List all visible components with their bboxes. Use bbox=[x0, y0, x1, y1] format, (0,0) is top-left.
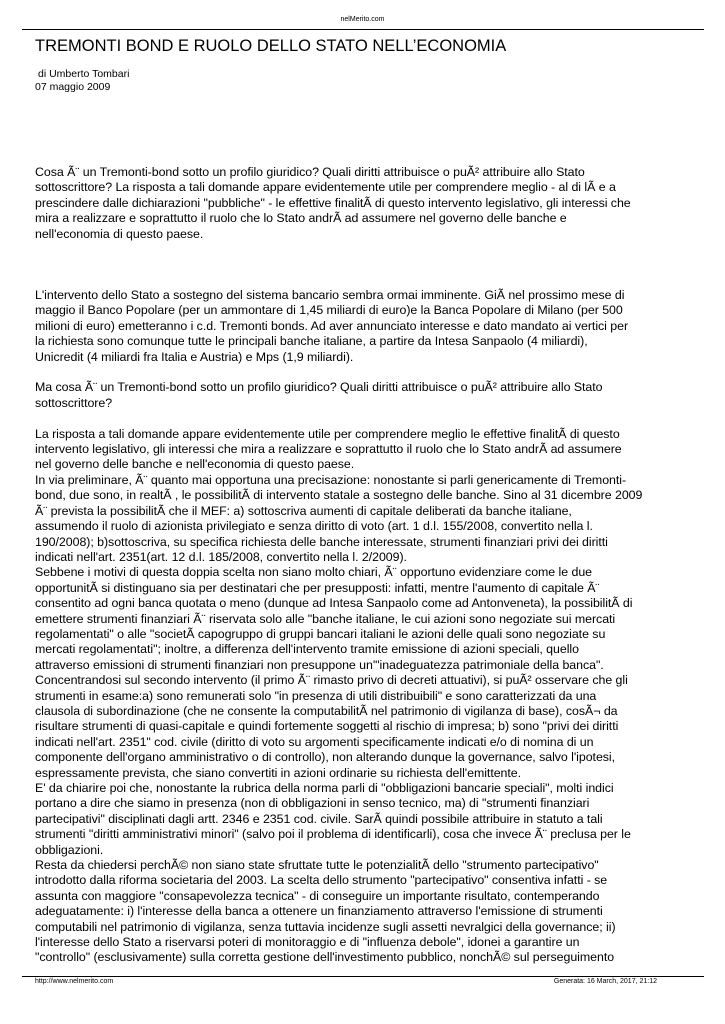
text-line: attraverso emissioni di strumenti finanziari non presuppone un'"inadeguatezza patrimoniale della banca". bbox=[35, 657, 604, 672]
text-line: Ma cosa Ã¨ un Tremonti-bond sotto un profilo giuridico? Quali diritti attribuisce o puÃ² attribuire allo Stato bbox=[35, 380, 603, 395]
text-line: risultare strumenti di quasi-capitale e quindi fortemente soggetti al rischio di impresa; b) sono "privi dei diritti bbox=[35, 719, 619, 734]
paragraph-context bbox=[35, 288, 693, 365]
text-line: emettere strumenti finanziari Ã¨ riservata solo alle "banche italiane, le cui azioni sono negoziate sui mercati bbox=[35, 611, 616, 626]
text-line: componente dell'organo amministrativo o di controllo), non alterando dunque la governance, salvo l'ipotesi, bbox=[35, 750, 616, 765]
text-line: E' da chiarire poi che, nonostante la rubrica della norma parli di "obbligazioni bancarie speciali", molti indici bbox=[35, 781, 614, 795]
text-line: milioni di euro) emetteranno i c.d. Tremonti bonds. Ad aver annunciato interesse e dato mandato ai vertici per bbox=[35, 318, 629, 333]
paragraph-spacer bbox=[35, 411, 693, 426]
article-meta bbox=[35, 68, 129, 93]
text-line: indicati nell'art. 2351" cod. civile (diritto di voto su argomenti specificamente indicati e/o di nomina di un bbox=[35, 734, 594, 749]
text-line: Resta da chiedersi perchÃ© non siano state sfruttate tutte le potenzialitÃ dello "strumento partecipativo" bbox=[35, 858, 599, 873]
page-footer bbox=[35, 978, 657, 985]
article-date: 07 maggio 2009 bbox=[35, 80, 111, 93]
text-line: In via preliminare, Ã¨ quanto mai opportuna una precisazione: nonostante si parli genericamente di Tremonti- bbox=[35, 472, 627, 487]
text-line: regolamentati" o alle "societÃ capogruppo di gruppi bancari italiani le azioni delle quali sono negoziate su bbox=[35, 626, 606, 641]
text-line: maggio il Banco Popolare (per un ammontare di 1,45 miliardi di euro)e la Banca Popolare di Milano (per 500 bbox=[35, 303, 623, 318]
text-line: mercati regolamentati"; inoltre, a differenza dell'intervento tramite emissione di azioni speciali, quello bbox=[35, 642, 579, 657]
text-line: prescindere dalle dichiarazioni "pubbliche" - le effettive finalitÃ di questo intervento legislativo, gli interessi che bbox=[35, 195, 631, 210]
text-line: nel governo delle banche e nell'economia di questo paese. bbox=[35, 457, 355, 472]
paragraph-analysis bbox=[35, 427, 693, 966]
text-line: adeguatamente: i) l'interesse della banca a ottenere un finanziamento attraverso l'emissione di strumenti bbox=[35, 904, 603, 919]
text-line: intervento legislativo, gli interessi che mira a realizzare e soprattutto il ruolo che lo Stato andrÃ ad assumere bbox=[35, 442, 622, 457]
header-divider bbox=[22, 29, 704, 30]
text-line: obbligazioni. bbox=[35, 842, 104, 857]
text-line: mira a realizzare e soprattutto il ruolo che lo Stato andrÃ ad assumere nel governo delle banche e bbox=[35, 211, 567, 226]
text-line: Unicredit (4 miliardi fra Italia e Austria) e Mps (1,9 miliardi). bbox=[35, 349, 354, 364]
article-author: di Umberto Tombari bbox=[38, 68, 130, 80]
text-line: portano a dire che siamo in presenza (non di obbligazioni in senso tecnico, ma) di "strumenti finanziari bbox=[35, 796, 590, 811]
text-line: L'intervento dello Stato a sostegno del sistema bancario sembra ormai imminente. GiÃ nel prossimo mese di bbox=[35, 288, 625, 303]
text-line: assunta con maggiore "consapevolezza tecnica" - di conseguire un importante risultato, contemperando bbox=[35, 888, 600, 903]
paragraph-question bbox=[35, 380, 693, 411]
text-line: partecipativi" disciplinati dagli artt. 2346 e 2351 cod. civile. SarÃ quindi possibile attribuire in statuto a tali bbox=[35, 811, 603, 826]
paragraph-spacer bbox=[35, 365, 693, 380]
footer-url: http://www.nelmerito.com bbox=[35, 978, 114, 985]
text-line: sottoscrittore? La risposta a tali domande appare evidentemente utile per comprendere meglio - al di lÃ e a bbox=[35, 180, 616, 195]
text-line: 190/2008); b)sottoscriva, su specifica richiesta delle banche interessate, strumenti finanziari privi dei diritti bbox=[35, 534, 608, 549]
paragraph-spacer bbox=[35, 242, 693, 288]
text-line: sottoscrittore? bbox=[35, 395, 113, 410]
text-line: Sebbene i motivi di questa doppia scelta non siano molto chiari, Ã¨ opportuno evidenziare come le due bbox=[35, 565, 593, 580]
text-line: espressamente prevista, che siano convertiti in azioni ordinarie su richiesta dell'emittente. bbox=[35, 765, 522, 780]
text-line: nell'economia di questo paese. bbox=[35, 226, 204, 241]
text-line: opportunitÃ si distinguano sia per destinatari che per presupposti: infatti, mentre l'aumento di capitale Ã¨ bbox=[35, 580, 600, 595]
text-line: Concentrandosi sul secondo intervento (il primo Ã¨ rimasto privo di decreti attuativi), si puÃ² osservare che gli bbox=[35, 673, 628, 688]
footer-generated: Generata: 16 March, 2017, 21:12 bbox=[553, 978, 657, 985]
text-line: introdotto dalla riforma societaria del 2003. La scelta dello strumento "partecipativo" consentiva infatti - se bbox=[35, 873, 608, 888]
text-line: l'interesse dello Stato a riservarsi poteri di monitoraggio e di "influenza debole", idonei a garantire un bbox=[35, 935, 580, 950]
text-line: strumenti in esame:a) sono remunerati solo "in presenza di utili distribuibili" e sono caratterizzati da una bbox=[35, 688, 597, 703]
text-line: assumendo il ruolo di azionista privilegiato e senza diritto di voto (art. 1 d.l. 155/2008, convertito nella l. bbox=[35, 519, 593, 534]
article-title: TREMONTI BOND E RUOLO DELLO STATO NELL’ECONOMIA bbox=[35, 37, 507, 55]
text-line: strumenti "diritti amministrativi minori" (salvo poi il problema di identificarli), cosa che invece Ã¨ preclusa per le bbox=[35, 827, 631, 842]
site-name-header: nelMerito.com bbox=[340, 16, 385, 23]
footer-divider bbox=[22, 976, 704, 977]
text-line: bond, due sono, in realtÃ , le possibilitÃ di intervento statale a sostegno delle banche. Sino al 31 dicembre 2009 bbox=[35, 488, 643, 503]
article-body bbox=[35, 165, 693, 966]
text-line: Cosa Ã¨ un Tremonti-bond sotto un profilo giuridico? Quali diritti attribuisce o puÃ² attribuire allo Stato bbox=[35, 165, 585, 179]
text-line: La risposta a tali domande appare evidentemente utile per comprendere meglio le effettive finalitÃ di questo bbox=[35, 426, 620, 441]
text-line: "controllo" (esclusivamente) sulla corretta gestione dell'investimento pubblico, nonchÃ© sul perseguimento bbox=[35, 950, 615, 965]
text-line: la richiesta sono comunque tutte le principali banche italiane, a partire da Intesa Sanpaolo (4 miliardi), bbox=[35, 334, 588, 349]
text-line: indicati nell'art. 2351(art. 12 d.l. 185/2008, convertito nella l. 2/2009). bbox=[35, 549, 407, 564]
text-line: consentito ad ogni banca quotata o meno (dunque ad Intesa Sanpaolo come ad Antonveneta), la possibilitÃ di bbox=[35, 596, 633, 611]
text-line: clausola di subordinazione (che ne consente la computabilitÃ nel patrimonio di vigilanza di base), cosÃ¬ da bbox=[35, 703, 618, 718]
paragraph-intro bbox=[35, 165, 693, 242]
text-line: Ã¨ prevista la possibilitÃ che il MEF: a) sottoscriva aumenti di capitale deliberati da banche italiane, bbox=[35, 503, 572, 518]
text-line: computabili nel patrimonio di vigilanza, senza tuttavia incidenze sugli assetti nevralgici della governance; ii) bbox=[35, 919, 616, 934]
